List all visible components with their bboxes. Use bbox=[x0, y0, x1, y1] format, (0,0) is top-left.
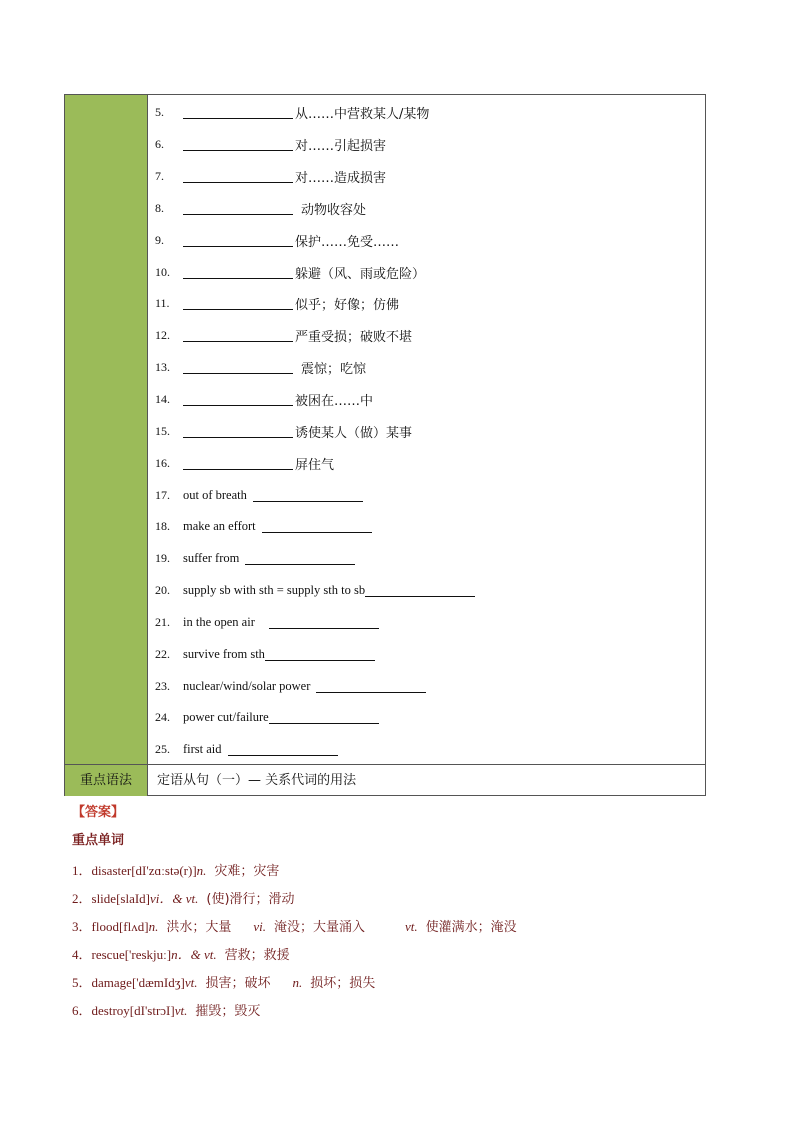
answer-number: 1． bbox=[72, 863, 92, 878]
vocab-item-text: 躲避（风、雨或危险） bbox=[295, 266, 426, 282]
answer-part-of-speech: vi．& vt. bbox=[150, 891, 199, 906]
vocab-item-number: 24. bbox=[155, 710, 170, 725]
vocab-item-number: 5. bbox=[155, 105, 164, 120]
vocab-item-number: 10. bbox=[155, 264, 170, 279]
vocab-item bbox=[155, 543, 701, 575]
answer-number: 4． bbox=[72, 947, 92, 962]
answer-meaning: 损害；破坏 bbox=[205, 976, 271, 991]
vocab-item-number: 8. bbox=[155, 200, 164, 215]
vocab-item-text: 被困在……中 bbox=[295, 394, 374, 410]
vocab-item-number: 17. bbox=[155, 487, 170, 502]
answer-blank[interactable] bbox=[183, 202, 293, 215]
vocab-item bbox=[155, 288, 701, 320]
vocab-item-number: 7. bbox=[155, 169, 164, 184]
answer-number: 6． bbox=[72, 1003, 92, 1018]
vocab-item bbox=[155, 224, 701, 256]
vocab-item-text: survive from sth bbox=[183, 646, 265, 661]
vocab-item-number: 23. bbox=[155, 678, 170, 693]
vocab-item-number: 12. bbox=[155, 328, 170, 343]
vocab-item-text: 对……引起损害 bbox=[295, 139, 387, 155]
vocab-item-text: 动物收容处 bbox=[301, 202, 367, 218]
answer-blank[interactable] bbox=[269, 711, 379, 724]
vocab-item-text: in the open air bbox=[183, 614, 255, 629]
vocab-item-list bbox=[155, 97, 701, 766]
vocab-item bbox=[155, 352, 701, 384]
grammar-label: 重点语法 bbox=[65, 765, 148, 796]
vocab-item bbox=[155, 575, 701, 607]
vocab-item-text: power cut/failure bbox=[183, 710, 269, 725]
grammar-content: 定语从句（一）— 关系代词的用法 bbox=[157, 773, 357, 788]
vocab-item-number: 9. bbox=[155, 232, 164, 247]
answer-blank[interactable] bbox=[253, 489, 363, 502]
vocab-item-number: 19. bbox=[155, 551, 170, 566]
vocab-item bbox=[155, 734, 701, 766]
vocab-item bbox=[155, 479, 701, 511]
answer-blank[interactable] bbox=[183, 138, 293, 151]
answer-blank[interactable] bbox=[183, 170, 293, 183]
vocab-item-text: supply sb with sth = supply sth to sb bbox=[183, 583, 366, 598]
answer-meaning: 灾难；灾害 bbox=[214, 864, 280, 879]
answer-number: 3． bbox=[72, 919, 92, 934]
vocab-item bbox=[155, 256, 701, 288]
vocab-item bbox=[155, 161, 701, 193]
answer-meaning: 摧毁；毁灭 bbox=[195, 1004, 261, 1019]
answer-blank[interactable] bbox=[316, 680, 426, 693]
answer-word: rescue['reskjuː] bbox=[91, 947, 172, 962]
vocab-item bbox=[155, 447, 701, 479]
table-label-column bbox=[65, 95, 148, 765]
vocab-item bbox=[155, 702, 701, 734]
answers-section-title: 重点单词 bbox=[72, 833, 125, 848]
answer-blank[interactable] bbox=[183, 329, 293, 342]
answer-word: destroy[dI'strɔI] bbox=[91, 1003, 175, 1018]
vocab-item-text: 震惊；吃惊 bbox=[301, 362, 367, 378]
answer-meaning: 营救；救援 bbox=[224, 948, 290, 963]
answer-part-of-speech: vt. bbox=[174, 1003, 188, 1018]
answer-part-of-speech: vi. bbox=[253, 919, 266, 934]
answer-blank[interactable] bbox=[183, 457, 293, 470]
answer-number: 2． bbox=[72, 891, 92, 906]
vocab-item-number: 20. bbox=[155, 583, 170, 598]
answer-meaning: 洪水；大量 bbox=[166, 920, 232, 935]
vocab-item-number: 13. bbox=[155, 360, 170, 375]
vocab-item-number: 6. bbox=[155, 137, 164, 152]
vocab-item bbox=[155, 97, 701, 129]
answer-part-of-speech: n．& vt. bbox=[171, 947, 217, 962]
answer-meaning: 使灌满水；淹没 bbox=[425, 920, 517, 935]
answer-blank[interactable] bbox=[365, 584, 475, 597]
answer-part-of-speech: n. bbox=[292, 975, 303, 990]
answer-blank[interactable] bbox=[183, 361, 293, 374]
vocab-item-text: 严重受损；破败不堪 bbox=[295, 330, 413, 346]
answer-part-of-speech: n. bbox=[196, 863, 207, 878]
vocab-item-text: first aid bbox=[183, 742, 222, 757]
vocab-item-text: 从……中营救某人/某物 bbox=[295, 107, 430, 123]
answer-blank[interactable] bbox=[269, 616, 379, 629]
vocab-item-text: nuclear/wind/solar power bbox=[183, 678, 311, 693]
answer-blank[interactable] bbox=[245, 552, 355, 565]
answer-part-of-speech: vt. bbox=[404, 919, 418, 934]
vocab-item bbox=[155, 193, 701, 225]
answer-line bbox=[72, 969, 752, 997]
vocab-item-text: 对……造成损害 bbox=[295, 171, 387, 187]
answer-word: disaster[dI'zɑːstə(r)] bbox=[91, 863, 197, 878]
vocab-item-number: 14. bbox=[155, 392, 170, 407]
answer-blank[interactable] bbox=[183, 266, 293, 279]
answer-line bbox=[72, 857, 752, 885]
vocab-item bbox=[155, 384, 701, 416]
answer-blank[interactable] bbox=[265, 648, 375, 661]
answer-meaning: 淹没；大量涌入 bbox=[273, 920, 365, 935]
vocab-item-text: suffer from bbox=[183, 551, 240, 566]
vocab-item-text: out of breath bbox=[183, 487, 247, 502]
vocab-item-number: 16. bbox=[155, 455, 170, 470]
answer-part-of-speech: vt. bbox=[184, 975, 198, 990]
vocab-item bbox=[155, 129, 701, 161]
vocab-item bbox=[155, 511, 701, 543]
answer-word: damage['dæmIdʒ] bbox=[91, 975, 185, 990]
answers-title: 【答案】 bbox=[72, 805, 125, 820]
vocab-item-number: 22. bbox=[155, 646, 170, 661]
answer-blank[interactable] bbox=[183, 106, 293, 119]
vocab-table bbox=[64, 94, 706, 796]
vocab-item-text: 屏住气 bbox=[295, 457, 335, 473]
answer-word: flood[flʌd] bbox=[91, 919, 149, 934]
vocab-item-number: 21. bbox=[155, 614, 170, 629]
vocab-item-number: 25. bbox=[155, 742, 170, 757]
vocab-item-text: 似乎；好像；仿佛 bbox=[295, 298, 400, 314]
answer-number: 5． bbox=[72, 975, 92, 990]
answer-line bbox=[72, 941, 752, 969]
answer-blank[interactable] bbox=[228, 743, 338, 756]
vocab-item bbox=[155, 415, 701, 447]
answer-blank[interactable] bbox=[183, 393, 293, 406]
vocab-item-number: 11. bbox=[155, 296, 170, 311]
vocab-item-text: 诱使某人（做）某事 bbox=[295, 425, 413, 441]
vocab-item bbox=[155, 607, 701, 639]
answer-blank[interactable] bbox=[183, 297, 293, 310]
vocab-item-number: 15. bbox=[155, 423, 170, 438]
answer-part-of-speech: n. bbox=[148, 919, 159, 934]
answer-lines bbox=[72, 857, 752, 1025]
answer-line bbox=[72, 913, 752, 941]
answer-meaning: (使)滑行；滑动 bbox=[206, 892, 295, 907]
answer-line bbox=[72, 885, 752, 913]
answer-word: slide[slaId] bbox=[91, 891, 150, 906]
vocab-item bbox=[155, 638, 701, 670]
answer-blank[interactable] bbox=[183, 425, 293, 438]
answer-blank[interactable] bbox=[183, 234, 293, 247]
answers-section bbox=[72, 803, 752, 1025]
vocab-item-number: 18. bbox=[155, 519, 170, 534]
vocab-item-text: 保护……免受…… bbox=[295, 234, 400, 250]
vocab-item-text: make an effort bbox=[183, 519, 256, 534]
vocab-item bbox=[155, 670, 701, 702]
answer-meaning: 损坏；损失 bbox=[310, 976, 376, 991]
answer-blank[interactable] bbox=[262, 520, 372, 533]
vocab-item bbox=[155, 320, 701, 352]
answer-line bbox=[72, 997, 752, 1025]
